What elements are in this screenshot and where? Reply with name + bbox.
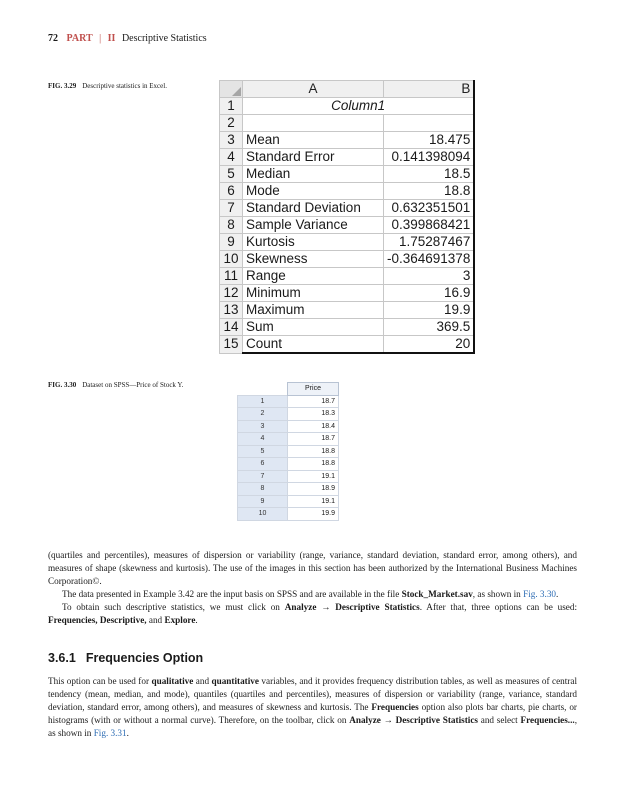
stat-value-cell[interactable]: 369.5 (384, 319, 475, 336)
figure-label: FIG. 3.29 (48, 82, 77, 90)
stat-value-cell[interactable]: 0.632351501 (384, 200, 475, 217)
variable-header-price[interactable]: Price (288, 383, 339, 396)
stat-value-cell[interactable]: 0.141398094 (384, 149, 475, 166)
menu-path: Analyze → Descriptive Statistics (284, 602, 420, 612)
column-header-b[interactable]: B (384, 81, 475, 98)
section-title: Frequencies Option (85, 651, 204, 665)
excel-row (220, 285, 475, 302)
row-header[interactable]: 14 (220, 319, 243, 336)
stat-label-cell[interactable]: Mode (243, 183, 384, 200)
emphasis: qualitative (151, 676, 194, 686)
section-heading (48, 651, 203, 665)
row-header[interactable]: 1 (220, 98, 243, 115)
cell-a[interactable] (243, 115, 384, 132)
price-cell[interactable]: 18.9 (288, 483, 339, 496)
price-cell[interactable]: 19.9 (288, 508, 339, 521)
paragraph (48, 675, 577, 740)
case-number[interactable]: 3 (238, 420, 288, 433)
stat-value-cell[interactable]: -0.364691378 (384, 251, 475, 268)
text-run: , as shown in (472, 589, 524, 599)
spss-header-row (238, 383, 339, 396)
price-cell[interactable]: 18.7 (288, 433, 339, 446)
text-run: The data presented in Example 3.42 are the input basis on SPSS and are available in the file (62, 589, 402, 599)
excel-row (220, 217, 475, 234)
body-text-upper (48, 549, 577, 627)
text-run: , as shown in (48, 715, 577, 738)
menu-path: Analyze → Descriptive Statistics (349, 715, 478, 725)
text-run: . (195, 615, 198, 625)
stat-label-cell[interactable]: Range (243, 268, 384, 285)
text-run: This option can be used for (48, 676, 152, 686)
excel-row (220, 319, 475, 336)
stat-label-cell[interactable]: Sample Variance (243, 217, 384, 234)
excel-row (220, 268, 475, 285)
select-all-corner[interactable] (220, 81, 243, 98)
stat-label-cell[interactable]: Sum (243, 319, 384, 336)
stat-value-cell[interactable]: 20 (384, 336, 475, 354)
case-number[interactable]: 2 (238, 408, 288, 421)
option-names: Frequencies, Descriptive, (48, 615, 147, 625)
text-run: and (146, 615, 165, 625)
case-number[interactable]: 9 (238, 495, 288, 508)
stat-label-cell[interactable]: Standard Deviation (243, 200, 384, 217)
merged-title-cell[interactable]: Column1 (243, 98, 475, 115)
case-number[interactable]: 6 (238, 458, 288, 471)
paragraph (48, 588, 577, 601)
excel-row (220, 98, 475, 115)
stat-label-cell[interactable]: Standard Error (243, 149, 384, 166)
text-run: option also plots bar charts, pie charts, or histograms (with or without a normal curve). Therefore, on the toolbar, click on (48, 702, 577, 725)
text-run: . After that, three options can be used: (419, 602, 577, 612)
file-name: Stock_Market.sav (401, 589, 473, 599)
spss-row (238, 483, 339, 496)
excel-row (220, 302, 475, 319)
price-cell[interactable]: 19.1 (288, 495, 339, 508)
figure-3-29-caption (48, 82, 167, 90)
price-cell[interactable]: 18.4 (288, 420, 339, 433)
stat-value-cell[interactable]: 1.75287467 (384, 234, 475, 251)
row-header[interactable]: 15 (220, 336, 243, 354)
stat-label-cell[interactable]: Skewness (243, 251, 384, 268)
excel-row (220, 251, 475, 268)
excel-row (220, 183, 475, 200)
price-cell[interactable]: 19.1 (288, 470, 339, 483)
spss-row (238, 458, 339, 471)
page-number: 72 (48, 33, 58, 44)
stat-value-cell[interactable]: 16.9 (384, 285, 475, 302)
row-header[interactable]: 9 (220, 234, 243, 251)
text-run: . (556, 589, 559, 599)
row-header[interactable]: 13 (220, 302, 243, 319)
cell-b[interactable] (384, 115, 475, 132)
text-run: variables, and it provides frequency distribution tables, as well as measures of central tendency (mean, median, and mode), quantiles (quartiles and percentiles), measures of dispersion or variability (range, variance, standard deviation, standard error, among others), and measures of skewness and kurtosis. The (48, 676, 577, 712)
paragraph: (quartiles and percentiles), measures of dispersion or variability (range, variance, standard deviation, standard error, among others), and measures of shape (skewness and kurtosis). The use of the images in this section has been authorized by the International Business Machines Corporation©. (48, 550, 577, 586)
emphasis: Frequencies... (520, 715, 575, 725)
stat-value-cell[interactable]: 18.8 (384, 183, 475, 200)
spss-row (238, 445, 339, 458)
chapter-title: Descriptive Statistics (121, 33, 207, 44)
excel-row (220, 336, 475, 354)
running-head (48, 33, 207, 44)
stat-label-cell[interactable]: Kurtosis (243, 234, 384, 251)
case-number[interactable]: 8 (238, 483, 288, 496)
spss-row (238, 470, 339, 483)
text-run: To obtain such descriptive statistics, we must click on (62, 602, 285, 612)
stat-label-cell[interactable]: Maximum (243, 302, 384, 319)
excel-row (220, 166, 475, 183)
stat-value-cell[interactable]: 19.9 (384, 302, 475, 319)
stat-value-cell[interactable]: 18.5 (384, 166, 475, 183)
spss-data-view (237, 382, 339, 521)
text-run: . (126, 728, 129, 738)
option-name: Explore (164, 615, 196, 625)
stat-value-cell[interactable]: 0.399868421 (384, 217, 475, 234)
paragraph (48, 601, 577, 627)
row-header[interactable]: 12 (220, 285, 243, 302)
row-header[interactable]: 10 (220, 251, 243, 268)
spss-row (238, 420, 339, 433)
emphasis: Frequencies (371, 702, 419, 712)
figure-label: FIG. 3.30 (48, 381, 77, 389)
spss-row (238, 433, 339, 446)
excel-row (220, 115, 475, 132)
row-header[interactable]: 8 (220, 217, 243, 234)
stat-label-cell[interactable]: Count (243, 336, 384, 354)
case-number[interactable]: 4 (238, 433, 288, 446)
row-header[interactable]: 7 (220, 200, 243, 217)
figure-link[interactable]: Fig. 3.31 (93, 728, 127, 738)
section-number: 3.6.1 (48, 651, 76, 665)
row-header[interactable]: 3 (220, 132, 243, 149)
spss-corner (238, 383, 288, 396)
case-number[interactable]: 7 (238, 470, 288, 483)
spss-row (238, 408, 339, 421)
part-label: PART (66, 33, 93, 44)
price-cell[interactable]: 18.3 (288, 408, 339, 421)
case-number[interactable]: 5 (238, 445, 288, 458)
figure-caption-text: Dataset on SPSS—Price of Stock Y. (82, 381, 184, 389)
stat-label-cell[interactable]: Median (243, 166, 384, 183)
excel-row (220, 149, 475, 166)
price-cell[interactable]: 18.7 (288, 395, 339, 408)
price-cell[interactable]: 18.8 (288, 458, 339, 471)
spss-row (238, 508, 339, 521)
stat-value-cell[interactable]: 18.475 (384, 132, 475, 149)
row-header[interactable]: 4 (220, 149, 243, 166)
case-number[interactable]: 10 (238, 508, 288, 521)
excel-row (220, 132, 475, 149)
column-header-a[interactable]: A (243, 81, 384, 98)
stat-label-cell[interactable]: Mean (243, 132, 384, 149)
spss-row (238, 395, 339, 408)
figure-link[interactable]: Fig. 3.30 (523, 589, 557, 599)
emphasis: quantitative (211, 676, 259, 686)
price-cell[interactable]: 18.8 (288, 445, 339, 458)
excel-sheet (219, 80, 475, 354)
text-run: and select (477, 715, 521, 725)
excel-header-row (220, 81, 475, 98)
part-number: II (107, 33, 116, 44)
stat-value-cell[interactable]: 3 (384, 268, 475, 285)
excel-row (220, 200, 475, 217)
excel-row (220, 234, 475, 251)
part-separator: | (99, 33, 102, 44)
case-number[interactable]: 1 (238, 395, 288, 408)
body-text-lower (48, 675, 577, 740)
figure-caption-text: Descriptive statistics in Excel. (82, 82, 167, 90)
spss-row (238, 495, 339, 508)
text-run: and (193, 676, 212, 686)
row-header[interactable]: 5 (220, 166, 243, 183)
figure-3-30-caption (48, 381, 183, 389)
stat-label-cell[interactable]: Minimum (243, 285, 384, 302)
row-header[interactable]: 6 (220, 183, 243, 200)
row-header[interactable]: 11 (220, 268, 243, 285)
row-header[interactable]: 2 (220, 115, 243, 132)
